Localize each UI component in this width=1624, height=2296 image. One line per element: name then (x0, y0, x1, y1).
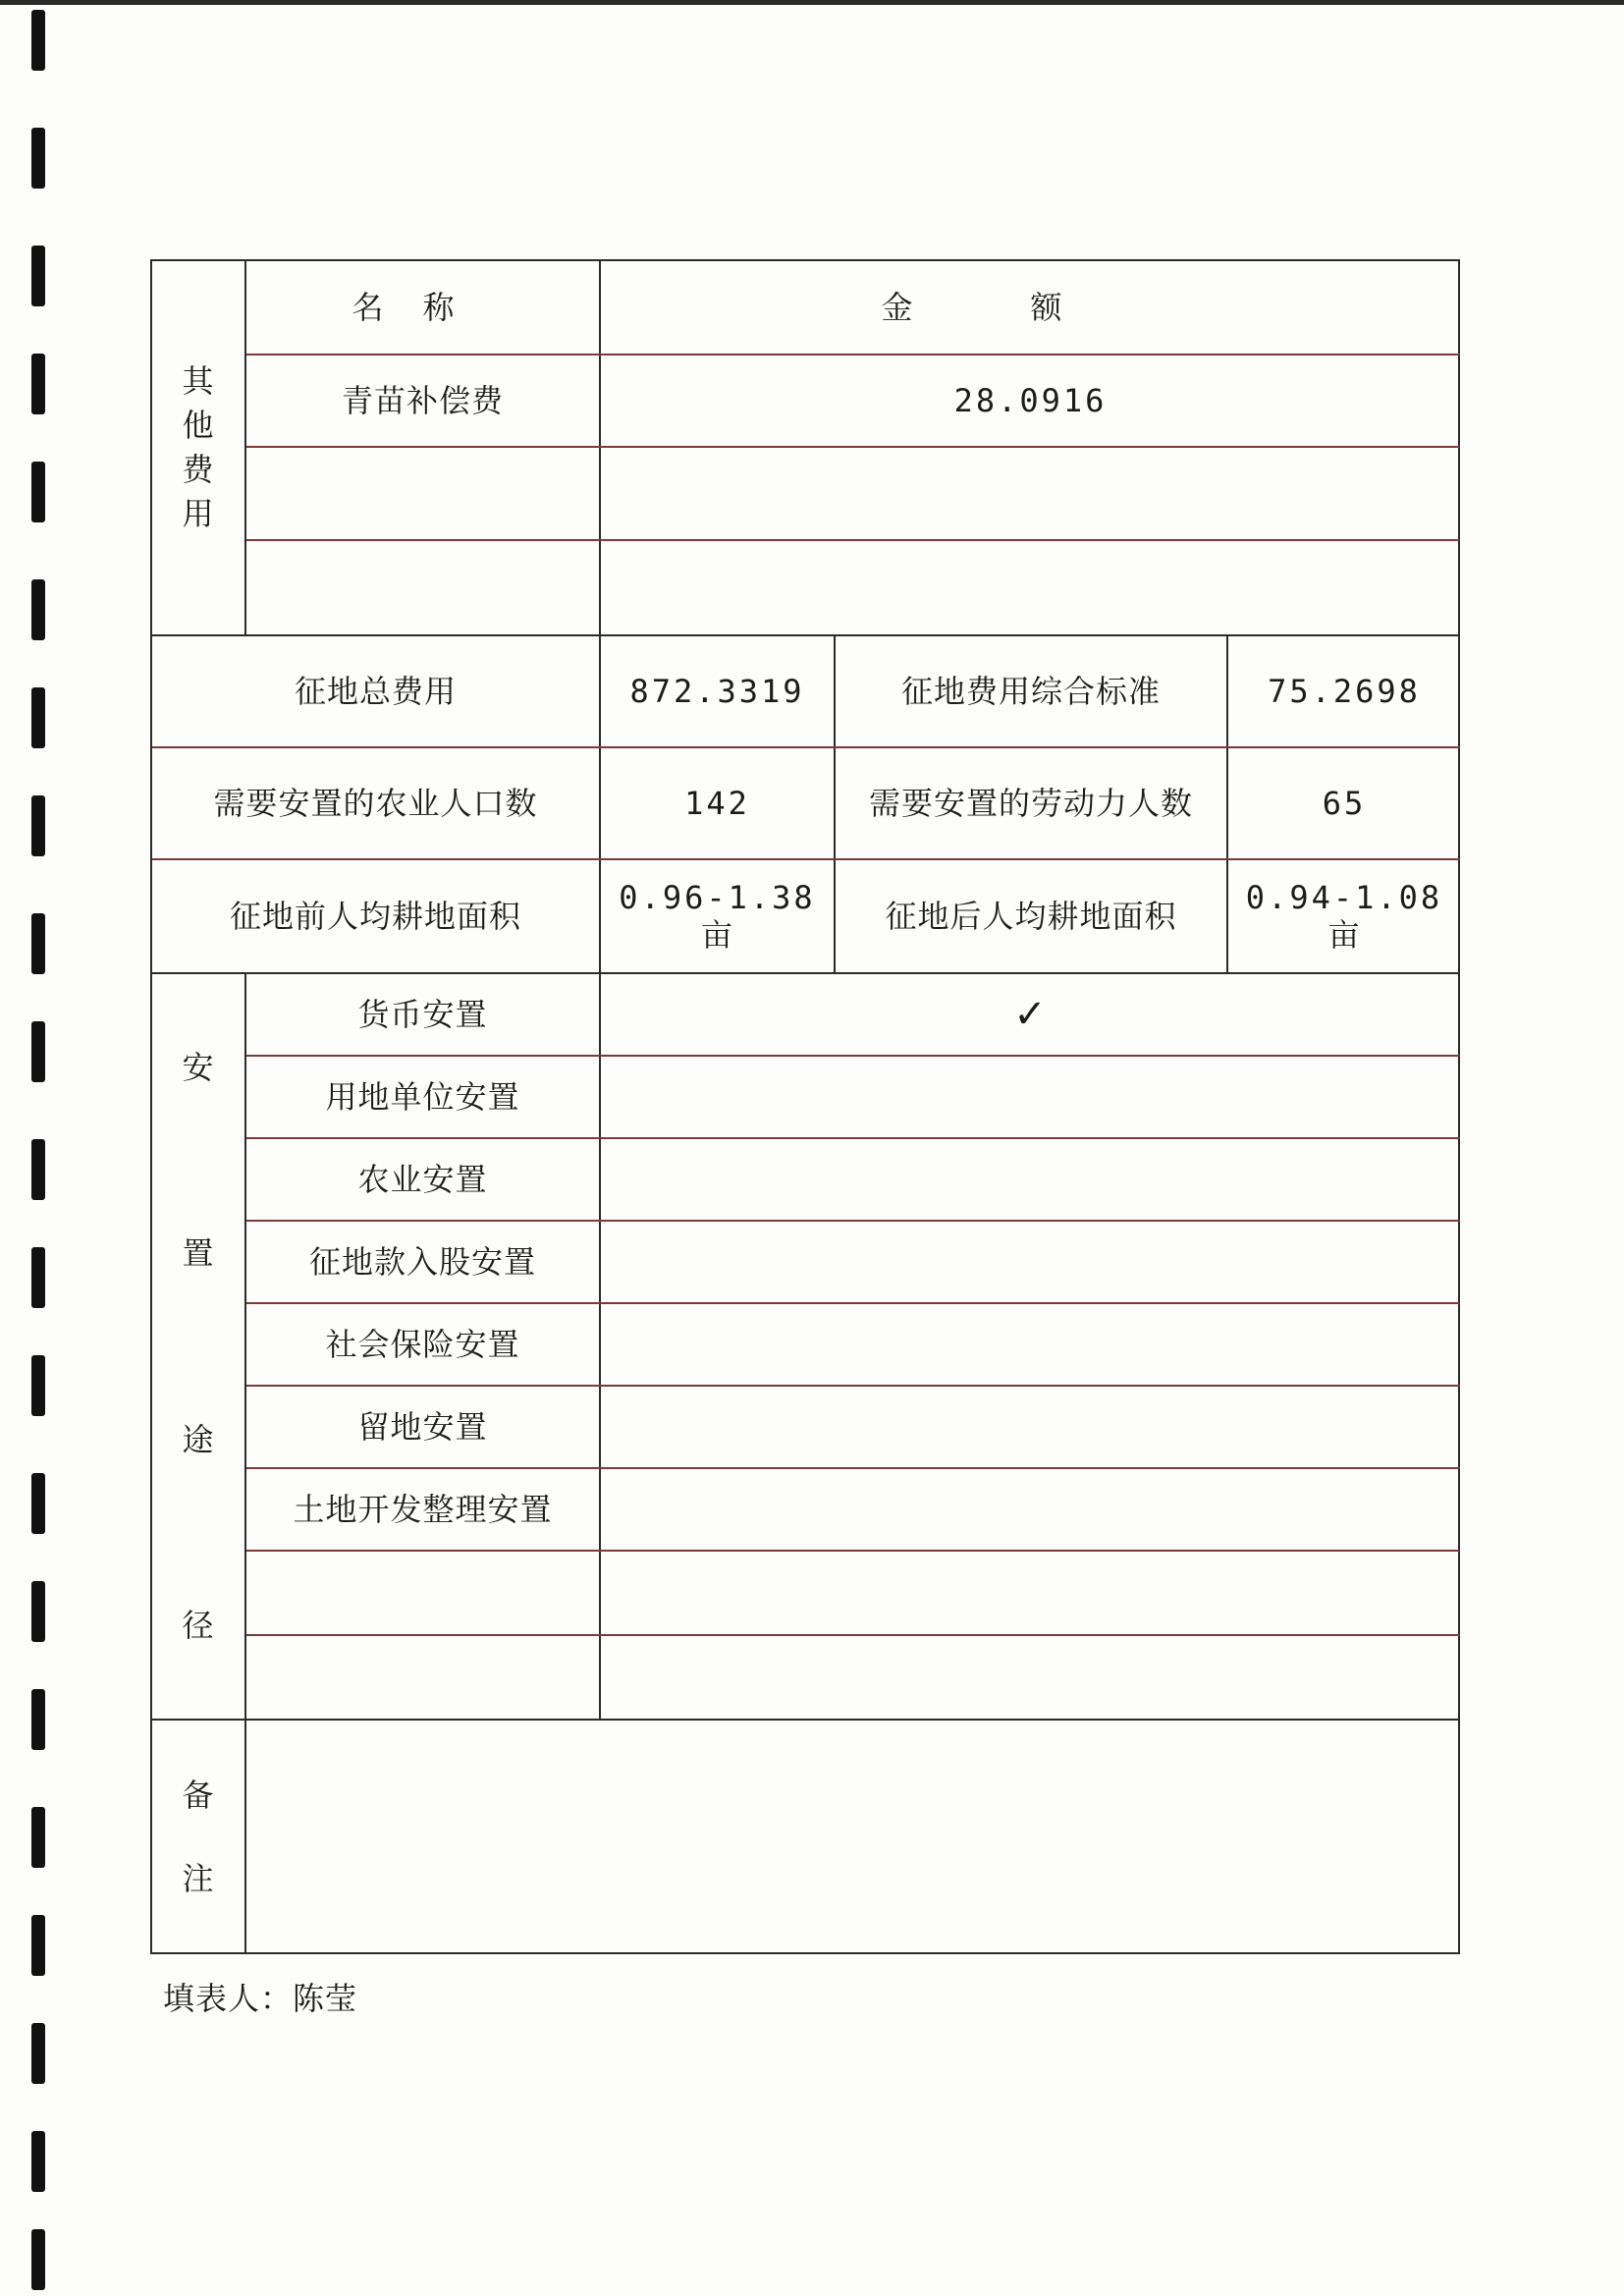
other-fee-name (246, 541, 599, 634)
farmland-after-value: 0.94-1.08 亩 (1245, 878, 1443, 954)
resettlement-method-name: 农业安置 (357, 1160, 488, 1198)
other-fee-amount (601, 448, 1460, 539)
resettlement-method-name: 土地开发整理安置 (293, 1490, 553, 1528)
resettlement-check-mark (601, 1222, 1460, 1302)
resettlement-check-mark (601, 1057, 1460, 1137)
comprehensive-standard-label: 征地费用综合标准 (900, 672, 1161, 710)
resettlement-check-mark (601, 1387, 1460, 1467)
resettlement-check-mark (601, 1139, 1460, 1220)
other-fee-name: 青苗补偿费 (341, 381, 504, 419)
other-fee-amount (601, 541, 1460, 634)
resettlement-check-mark (601, 1469, 1460, 1550)
resettlement-section-label: 安 置 途 径 (182, 1048, 215, 1645)
agricultural-population-value: 142 (684, 784, 750, 822)
resettlement-check-mark: ✓ (1013, 992, 1048, 1037)
total-cost-value: 872.3319 (629, 672, 805, 710)
resettlement-method-name (246, 1552, 599, 1634)
header-name: 名称 (352, 288, 494, 326)
resettlement-method-name: 用地单位安置 (325, 1077, 520, 1116)
comprehensive-standard-value: 75.2698 (1268, 672, 1421, 710)
other-fee-name (246, 448, 599, 539)
resettlement-check-mark (601, 1304, 1460, 1385)
scan-top-edge (0, 0, 1624, 5)
farmland-after-label: 征地后人均耕地面积 (885, 897, 1177, 935)
other-fee-amount: 28.0916 (953, 381, 1108, 419)
resettlement-method-name: 社会保险安置 (325, 1325, 520, 1363)
land-acquisition-form-table (150, 259, 1460, 1954)
resettlement-method-name: 留地安置 (357, 1407, 488, 1446)
remarks-section-label: 备 注 (182, 1777, 215, 1898)
header-amount: 金额 (881, 288, 1180, 326)
farmland-before-label: 征地前人均耕地面积 (229, 897, 521, 935)
form-filler: 填表人：陈莹 (163, 1980, 358, 2017)
resettlement-method-name (246, 1636, 599, 1719)
resettlement-check-mark (601, 1552, 1460, 1634)
resettlement-method-name: 货币安置 (357, 995, 488, 1033)
resettlement-check-mark (601, 1636, 1460, 1719)
agricultural-population-label: 需要安置的农业人口数 (213, 784, 538, 822)
labor-force-value: 65 (1322, 784, 1367, 822)
total-cost-label: 征地总费用 (294, 672, 457, 710)
labor-force-label: 需要安置的劳动力人数 (868, 784, 1193, 822)
binding-holes (26, 0, 55, 2296)
other-fees-section-label: 其 他 费 用 (182, 362, 215, 532)
resettlement-method-name: 征地款入股安置 (308, 1242, 536, 1281)
farmland-before-value: 0.96-1.38 亩 (619, 878, 816, 954)
remarks-content (246, 1721, 1460, 1952)
